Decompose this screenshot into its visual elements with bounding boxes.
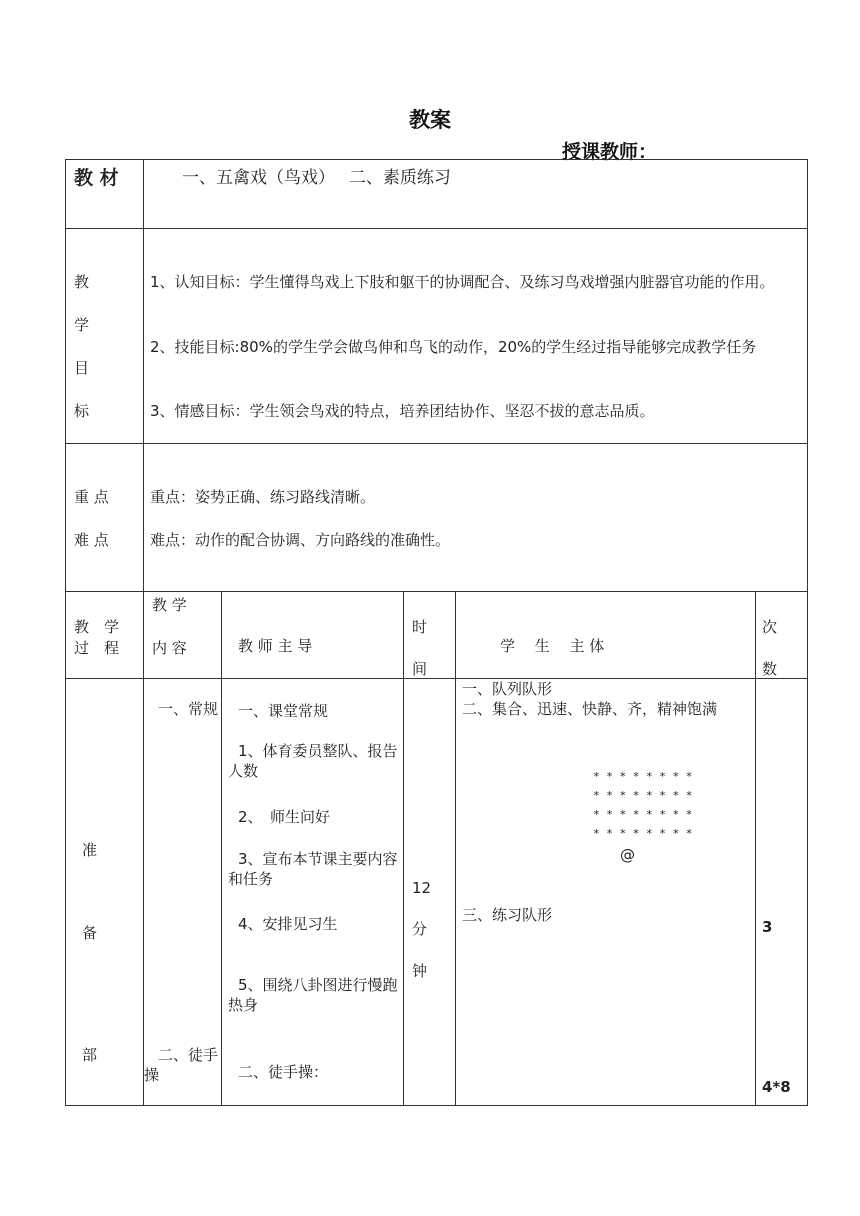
header-time-line: 间 — [412, 660, 428, 678]
teacher-item: 3、宣布本节课主要内容和任务 — [228, 850, 398, 888]
objective-item: 3、情感目标：学生领会鸟戏的特点，培养团结协作、坚忍不拔的意志品质。 — [150, 402, 655, 420]
formation-row: * * * * * * * * — [593, 770, 693, 783]
material-content: 一、五禽戏（鸟戏） 二、素质练习 — [182, 168, 451, 188]
prep-phase-char: 部 — [82, 1046, 98, 1064]
header-teacher-cell — [222, 592, 404, 679]
objectives-label-cell — [66, 229, 144, 444]
key-points-label: 重 点 — [74, 488, 109, 506]
prep-student-cell — [456, 679, 756, 1106]
formation-row: * * * * * * * * — [593, 789, 693, 802]
count-value: 3 — [762, 918, 773, 936]
material-label-cell — [66, 160, 144, 229]
material-row — [66, 160, 808, 229]
objective-item: 2、技能目标:80%的学生学会做鸟伸和鸟飞的动作，20%的学生经过指导能够完成教学任务 — [150, 338, 757, 356]
difficult-point-text: 难点：动作的配合协调、方向路线的准确性。 — [150, 531, 451, 549]
objectives-row — [66, 229, 808, 444]
teacher-item: 4、安排见习生 — [238, 915, 338, 933]
formation-row: * * * * * * * * — [593, 827, 693, 840]
objectives-label-char: 学 — [74, 316, 90, 334]
header-count-cell — [756, 592, 808, 679]
time-char: 12 — [412, 879, 432, 897]
lesson-plan-table — [65, 159, 808, 1106]
header-time-line: 时 — [412, 618, 428, 636]
teacher-label: 授课教师： — [562, 141, 658, 163]
prep-row — [66, 679, 808, 1106]
prep-content-item: 一、常规 — [158, 700, 219, 718]
prep-time-cell — [404, 679, 456, 1106]
teacher-item: 一、课堂常规 — [238, 702, 329, 720]
prep-content-item: 二、徒手操 — [144, 1046, 219, 1084]
objective-item: 1、认知目标：学生懂得鸟戏上下肢和躯干的协调配合、及练习鸟戏增强内脏器官功能的作用。 — [150, 273, 775, 291]
count-value: 4*8 — [762, 1078, 791, 1096]
header-count-line: 数 — [762, 660, 778, 678]
time-char: 钟 — [412, 962, 428, 980]
key-points-label-cell — [66, 444, 144, 592]
teacher-item: 2、 师生问好 — [238, 808, 331, 826]
process-header-row — [66, 592, 808, 679]
prep-phase-char: 准 — [82, 841, 98, 859]
formation-teacher-mark: @ — [620, 846, 635, 864]
formation-row: * * * * * * * * — [593, 808, 693, 821]
header-phase-cell — [66, 592, 144, 679]
header-phase-line: 教 学 — [74, 618, 120, 636]
key-points-row — [66, 444, 808, 592]
time-char: 分 — [412, 920, 428, 938]
objectives-label-char: 目 — [74, 359, 90, 377]
header-phase-line: 过 程 — [74, 639, 120, 657]
prep-phase-cell — [66, 679, 144, 1106]
student-item: 一、队列队形 — [462, 680, 553, 698]
material-label: 教 材 — [74, 167, 119, 189]
header-student-label: 学 生 主 体 — [500, 637, 605, 655]
key-points-content-cell — [144, 444, 808, 592]
prep-teacher-cell — [222, 679, 404, 1106]
prep-phase-char: 备 — [82, 924, 98, 942]
prep-count-cell — [756, 679, 808, 1106]
formation-diagram — [593, 767, 692, 843]
teacher-item: 二、徒手操： — [238, 1063, 329, 1081]
objectives-content-cell — [144, 229, 808, 444]
prep-content-cell — [144, 679, 222, 1106]
page-title: 教案 — [409, 108, 451, 132]
objectives-label-char: 教 — [74, 273, 90, 291]
objectives-label-char: 标 — [74, 402, 90, 420]
header-content-line: 内 容 — [152, 639, 187, 657]
key-point-text: 重点：姿势正确、练习路线清晰。 — [150, 488, 376, 506]
teacher-item: 5、围绕八卦图进行慢跑热身 — [228, 976, 398, 1014]
header-content-line: 教 学 — [152, 596, 187, 614]
material-content-cell — [144, 160, 808, 229]
student-item: 二、集合、迅速、快静、齐，精神饱满 — [462, 700, 718, 718]
header-teacher-label: 教 师 主 导 — [238, 637, 313, 655]
header-student-cell — [456, 592, 756, 679]
teacher-item: 1、体育委员整队、报告人数 — [228, 742, 398, 780]
header-count-line: 次 — [762, 618, 778, 636]
student-item: 三、练习队形 — [462, 906, 553, 924]
difficult-points-label: 难 点 — [74, 531, 109, 549]
header-time-cell — [404, 592, 456, 679]
header-content-cell — [144, 592, 222, 679]
